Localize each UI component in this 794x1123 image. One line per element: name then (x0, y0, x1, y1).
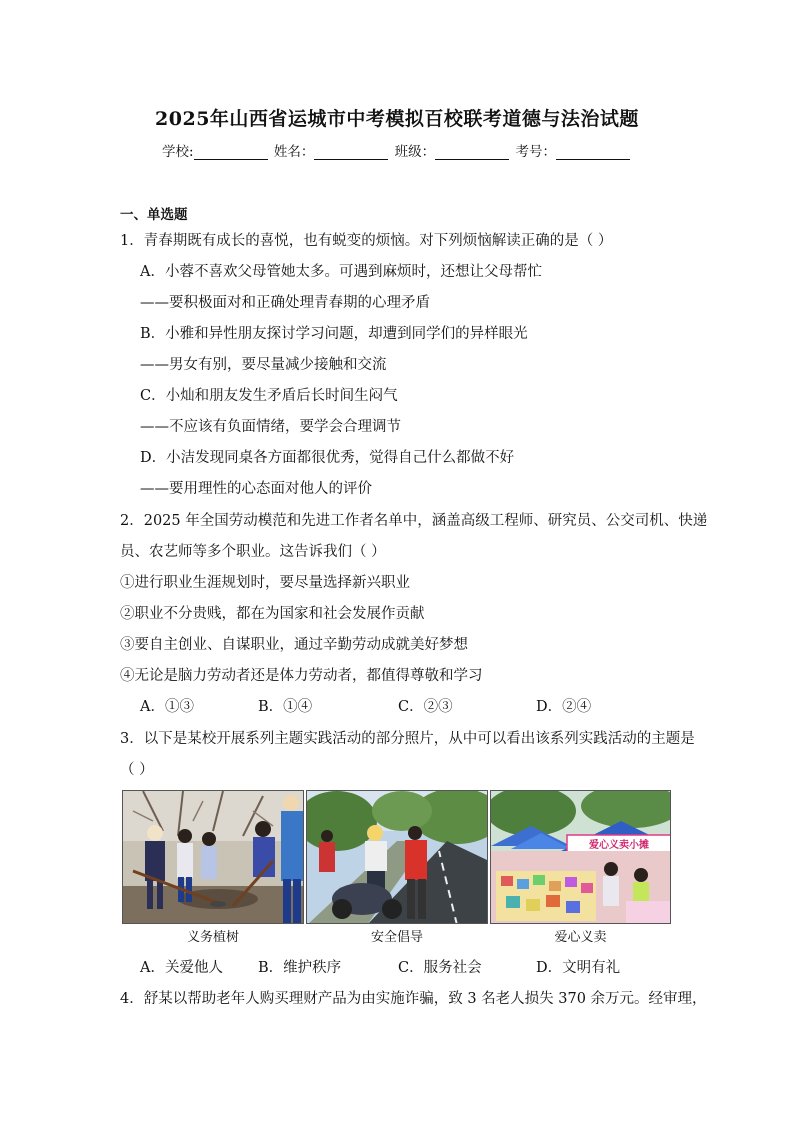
q2-stem-line2: 员、农艺师等多个职业。这告诉我们（ ） (120, 544, 386, 560)
q3-stem-line1: 3．以下是某校开展系列主题实践活动的部分照片，从中可以看出该系列实践活动的主题是 (120, 731, 695, 747)
q1-option-a-note: ——要积极面对和正确处理青春期的心理矛盾 (140, 295, 430, 311)
class-label: 班级： (394, 144, 436, 160)
q1-option-d-note: ——要用理性的心态面对他人的评价 (140, 481, 372, 497)
exam-no-blank[interactable] (556, 145, 630, 160)
q2-option[interactable]: D．②④ (536, 699, 592, 715)
q2-options (140, 695, 591, 716)
q3-stem-line2: （ ） (120, 762, 154, 778)
q1-option-d: D．小洁发现同桌各方面都很优秀，觉得自己什么都做不好 (140, 450, 515, 466)
photo-caption: 义务植树 (186, 930, 239, 945)
q1-option-c-note: ——不应该有负面情绪，要学会合理调节 (140, 419, 401, 435)
photo-caption: 安全倡导 (370, 930, 423, 945)
q1-option-c: C．小灿和朋友发生矛盾后长时间生闷气 (140, 388, 398, 404)
q2-statement-2: ②职业不分贵贱，都在为国家和社会发展作贡献 (120, 606, 425, 622)
banner-text: 爱心义卖小摊 (589, 840, 649, 851)
q3-option[interactable]: D．文明有礼 (536, 960, 621, 976)
tree-planting-photo (122, 790, 304, 924)
q1-option-a: A．小蓉不喜欢父母管她太多。可遇到麻烦时，还想让父母帮忙 (140, 264, 542, 280)
q2-option[interactable]: C．②③ (398, 699, 453, 715)
name-blank[interactable] (314, 145, 388, 160)
student-info-row (0, 140, 794, 160)
safety-advocacy-photo (306, 790, 488, 924)
q3-option[interactable]: A．关爱他人 (140, 960, 223, 976)
q2-option[interactable]: A．①③ (140, 699, 194, 715)
q2-stem-line1: 2．2025 年全国劳动模范和先进工作者名单中，涵盖高级工程师、研究员、公交司机、快递 (120, 513, 708, 529)
class-blank[interactable] (435, 145, 509, 160)
q1-option-b: B．小雅和异性朋友探讨学习问题，却遭到同学们的异样眼光 (140, 326, 528, 342)
activity-photos (122, 790, 671, 924)
school-label: 学校: (162, 144, 194, 160)
q1-stem: 1．青春期既有成长的喜悦，也有蜕变的烦恼。对下列烦恼解读正确的是（ ） (120, 233, 613, 249)
school-blank[interactable] (194, 145, 268, 160)
q3-options (140, 956, 620, 977)
charity-sale-photo (490, 790, 671, 924)
q1-option-b-note: ——男女有别，要尽量减少接触和交流 (140, 357, 387, 373)
q2-statement-1: ①进行职业生涯规划时，要尽量选择新兴职业 (120, 575, 410, 591)
q2-statement-3: ③要自主创业、自谋职业，通过辛勤劳动成就美好梦想 (120, 637, 468, 653)
exam-title: 2025年山西省运城市中考模拟百校联考道德与法治试题 (155, 108, 639, 130)
q4-stem-line1: 4．舒某以帮助老年人购买理财产品为由实施诈骗，致 3 名老人损失 370 余万元。经审理， (120, 991, 707, 1007)
photo-caption: 爱心义卖 (554, 930, 607, 945)
q3-option[interactable]: B．维护秩序 (258, 960, 342, 976)
q3-option[interactable]: C．服务社会 (398, 960, 482, 976)
section-heading: 一、单选题 (120, 207, 188, 223)
q2-statement-4: ④无论是脑力劳动者还是体力劳动者，都值得尊敬和学习 (120, 668, 483, 684)
q2-option[interactable]: B．①④ (258, 699, 313, 715)
name-label: 姓名： (273, 144, 315, 160)
exam-no-label: 考号： (515, 144, 556, 160)
